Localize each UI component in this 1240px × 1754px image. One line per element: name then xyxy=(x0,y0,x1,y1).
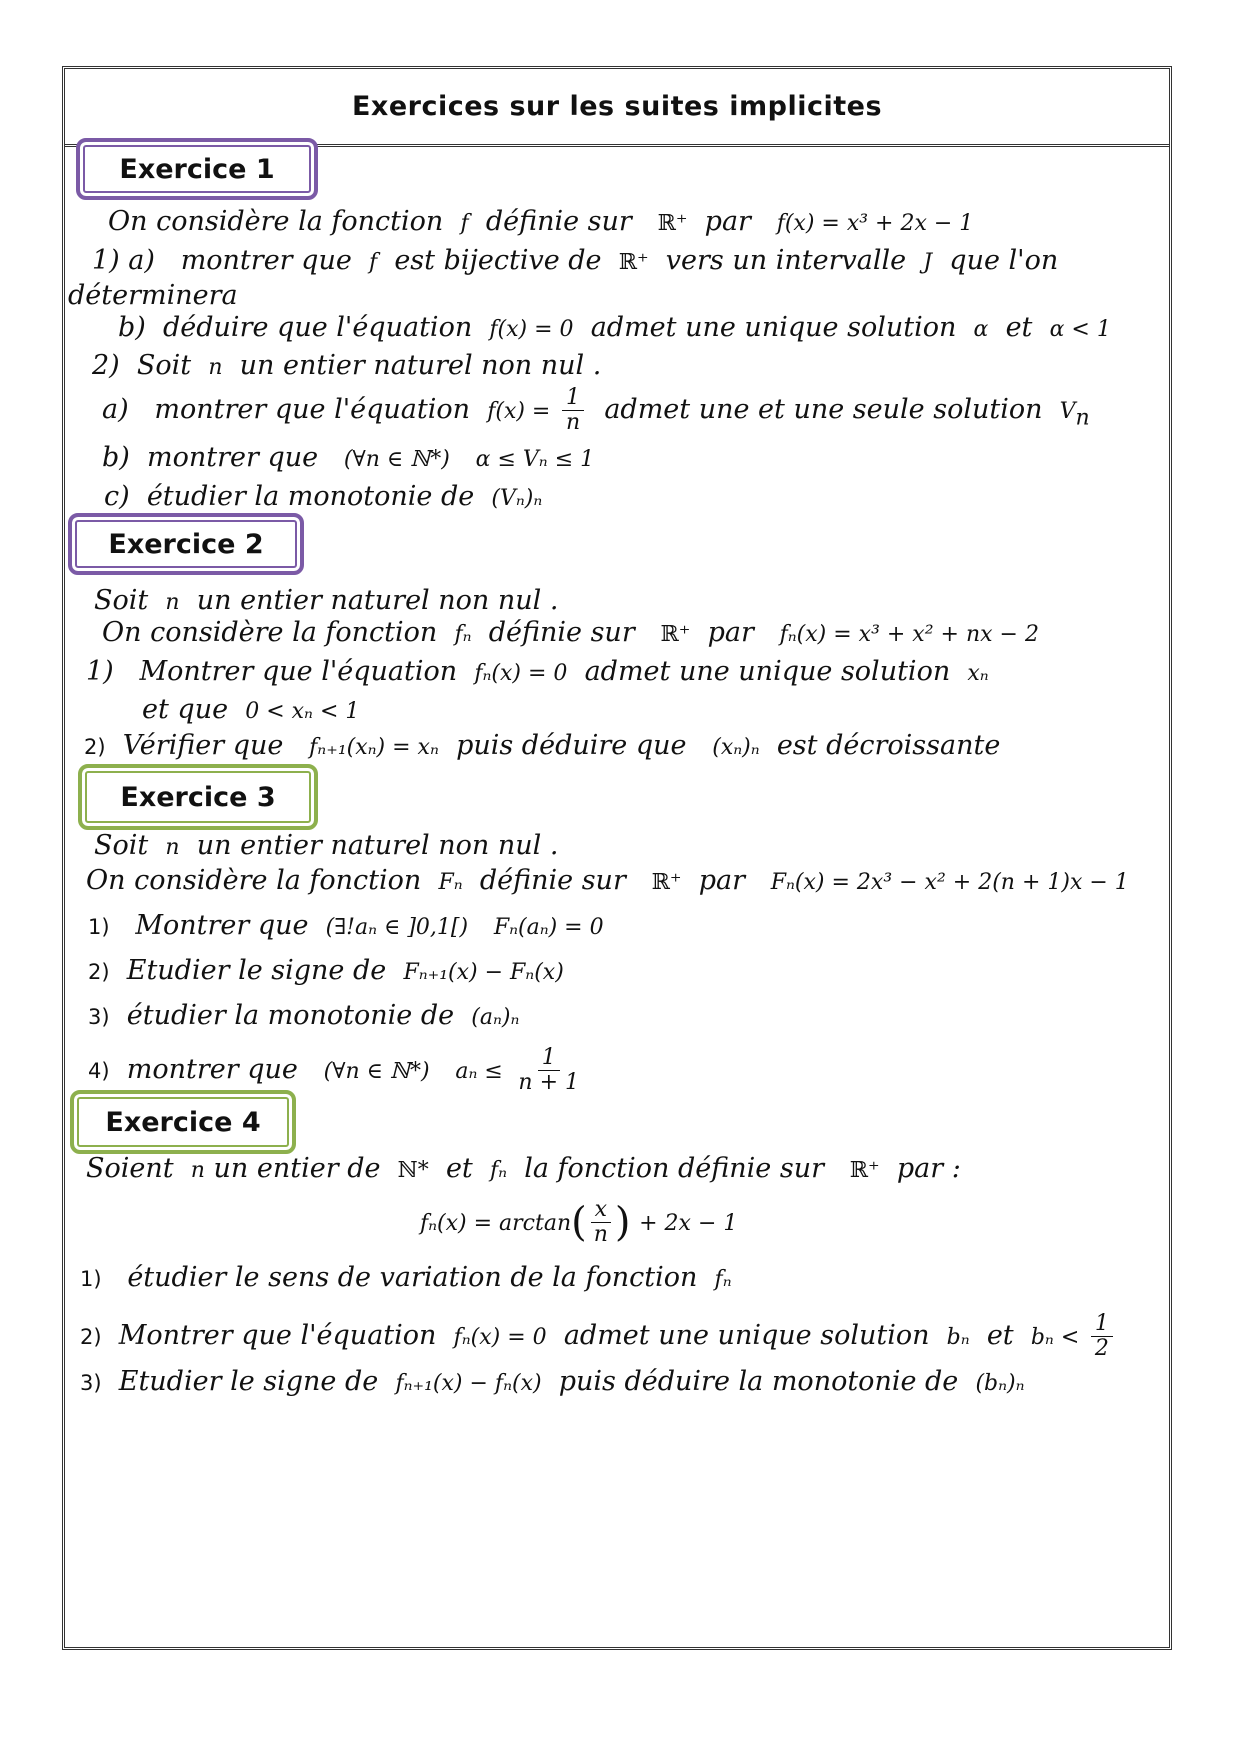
title-bar xyxy=(65,69,1169,147)
page-title: Exercices sur les suites implicites xyxy=(351,91,883,122)
ex3-l1: Soit n un entier naturel non nul . xyxy=(94,830,559,861)
ex2-q1: 1) Montrer que l'équation fₙ(x) = 0 admet une unique solution xₙ xyxy=(86,656,989,687)
ex4-q2-fraction: $\frac{1}{2}$ xyxy=(1091,1312,1113,1361)
ex1-q2: 2) Soit n un entier naturel non nul . xyxy=(92,350,602,381)
exercise-3-label: Exercice 3 xyxy=(120,781,276,813)
ex4-q3: 3) Etudier le signe de fₙ₊₁(x) − fₙ(x) puis déduire la monotonie de (bₙ)ₙ xyxy=(80,1366,1025,1397)
exercise-2-header xyxy=(68,513,304,575)
exercise-1-label: Exercice 1 xyxy=(119,153,275,185)
ex1-q2a: a) montrer que l'équation f(x) = $\frac{1}{n}$ admet une et une seule solution $V_n$ xyxy=(102,385,1090,436)
ex2-l1: Soit n un entier naturel non nul . xyxy=(94,585,559,616)
ex4-q2: 2) Montrer que l'équation fₙ(x) = 0 admet une unique solution bₙ et bₙ < $\frac{1}{2}$ xyxy=(80,1312,1116,1361)
ex3-q4-fraction: $\frac{1}{n + 1}$ xyxy=(518,1045,580,1096)
ex2-l2: On considère la fonction fₙ définie sur ℝ⁺ par fₙ(x) = x³ + x² + nx − 2 xyxy=(102,617,1039,648)
ex2-q2: 2) Vérifier que fₙ₊₁(xₙ) = xₙ puis déduire que (xₙ)ₙ est décroissante xyxy=(84,730,1001,761)
ex4-formula: fₙ(x) = arctan( $\frac{x}{n}$ ) + 2x − 1 xyxy=(420,1197,738,1248)
ex1-q1a: 1) a) montrer que f est bijective de ℝ⁺ vers un intervalle J que l'on xyxy=(92,245,1059,276)
ex1-q2c: c) étudier la monotonie de (Vₙ)ₙ xyxy=(104,481,543,512)
ex1-q1a-cont: déterminera xyxy=(68,280,238,311)
ex1-q2b: b) montrer que (∀n ∈ ℕ*) α ≤ Vₙ ≤ 1 xyxy=(102,442,595,473)
ex3-q2: 2) Etudier le signe de Fₙ₊₁(x) − Fₙ(x) xyxy=(88,955,564,986)
exercise-2-label: Exercice 2 xyxy=(108,528,264,560)
exercise-3-header xyxy=(78,764,318,830)
ex3-q3: 3) étudier la monotonie de (aₙ)ₙ xyxy=(88,1000,520,1031)
exercise-4-label: Exercice 4 xyxy=(105,1106,261,1138)
ex3-q1: 1) Montrer que (∃!aₙ ∈ ]0,1[) Fₙ(aₙ) = 0 xyxy=(88,910,604,941)
ex4-formula-fraction: $\frac{x}{n}$ xyxy=(590,1198,612,1247)
ex3-q4: 4) montrer que (∀n ∈ ℕ*) aₙ ≤ $\frac{1}{n + 1}$ xyxy=(88,1046,586,1095)
ex3-l2: On considère la fonction Fₙ définie sur ℝ⁺ par Fₙ(x) = 2x³ − x² + 2(n + 1)x − 1 xyxy=(86,865,1129,896)
ex4-l1: Soient n un entier de ℕ* et fₙ la fonction définie sur ℝ⁺ par : xyxy=(86,1153,961,1184)
ex1-q2a-fraction: $\frac{1}{n}$ xyxy=(562,386,584,435)
exercise-1-header xyxy=(76,138,318,200)
ex4-q1: 1) étudier le sens de variation de la fonction fₙ xyxy=(80,1262,732,1293)
ex2-q1-cont: et que 0 < xₙ < 1 xyxy=(142,694,360,725)
exercise-4-header xyxy=(70,1090,296,1154)
ex1-intro: On considère la fonction f définie sur ℝ⁺ par f(x) = x³ + 2x − 1 xyxy=(108,206,974,237)
ex1-q1b: b) déduire que l'équation f(x) = 0 admet une unique solution α et α < 1 xyxy=(118,312,1111,343)
